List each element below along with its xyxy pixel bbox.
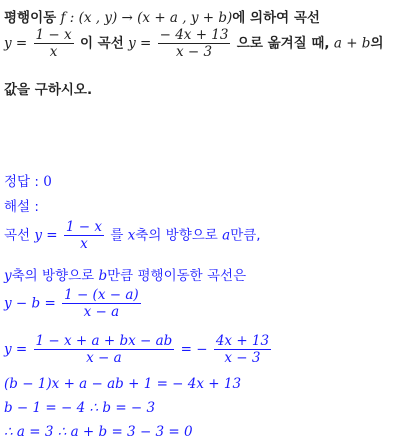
solution-line-5: (b − 1)x + a − ab + 1 = − 4x + 13 — [4, 376, 242, 392]
answer-label: 정답 : — [4, 174, 39, 190]
math-equals: = − — [180, 341, 208, 358]
problem-text: 으로 옮겨질 때, — [236, 35, 330, 52]
math-f: f — [60, 10, 66, 26]
solution-line-2 — [4, 264, 246, 284]
numerator: − 4x + 13 — [159, 27, 229, 43]
math-mapping: : (x , y) → (x + a , y + b) — [69, 10, 233, 26]
solution-line-1 — [4, 220, 261, 251]
fraction — [214, 334, 271, 365]
fraction — [64, 220, 104, 251]
denominator: x − 3 — [175, 44, 213, 61]
solution-text: 축의 방향으로 — [135, 227, 218, 244]
problem-line-1 — [4, 6, 320, 26]
denominator: x — [49, 44, 58, 61]
answer-value: 0 — [43, 174, 52, 190]
math-a-plus-b: a + b — [333, 35, 371, 52]
math-a: a — [222, 227, 231, 244]
numerator: 1 − (x − a) — [64, 287, 139, 303]
solution-line-7: ∴ a = 3 ∴ a + b = 3 − 3 = 0 — [4, 424, 193, 440]
problem-text: 이 곡선 — [79, 35, 124, 52]
fraction — [34, 28, 74, 59]
math-lhs: y − b = — [4, 295, 56, 312]
problem-line-3 — [4, 78, 92, 98]
math-b: b — [98, 268, 108, 284]
fraction — [34, 334, 175, 365]
problem-text: 평행이동 — [4, 10, 57, 26]
denominator: x − a — [83, 304, 120, 321]
math-y: y = — [34, 227, 58, 244]
problem-line-2 — [4, 28, 384, 59]
denominator: x − 3 — [224, 350, 261, 367]
explain-label-line — [4, 195, 39, 215]
problem-text: 값을 구하시오. — [4, 82, 93, 98]
solution-line-3 — [4, 288, 143, 319]
fraction — [158, 28, 231, 59]
explain-label: 해설 : — [4, 199, 39, 215]
numerator: 1 − x — [35, 27, 72, 43]
math-x: x — [127, 227, 136, 244]
math-y: y — [4, 268, 12, 284]
solution-line-6: b − 1 = − 4 ∴ b = − 3 — [4, 400, 156, 416]
answer-line — [4, 170, 52, 190]
denominator: x − a — [86, 350, 122, 367]
solution-line-4 — [4, 334, 273, 365]
solution-text: 곡선 — [4, 227, 31, 244]
fraction — [62, 288, 141, 319]
solution-text: 를 — [110, 227, 124, 244]
problem-text: 의 — [370, 35, 384, 52]
math-y: y = — [4, 35, 28, 52]
solution-text: 만큼, — [230, 227, 261, 244]
solution-text: 만큼 평행이동한 곡선은 — [107, 268, 247, 284]
problem-text: 에 의하여 곡선 — [232, 10, 320, 26]
solution-text: 축의 방향으로 — [11, 268, 95, 284]
numerator: 1 − x — [65, 219, 103, 235]
math-lhs: y = — [4, 341, 28, 358]
numerator: 4x + 13 — [215, 333, 270, 349]
math-y: y = — [128, 35, 152, 52]
numerator: 1 − x + a + bx − ab — [35, 333, 173, 349]
denominator: x — [80, 236, 88, 253]
